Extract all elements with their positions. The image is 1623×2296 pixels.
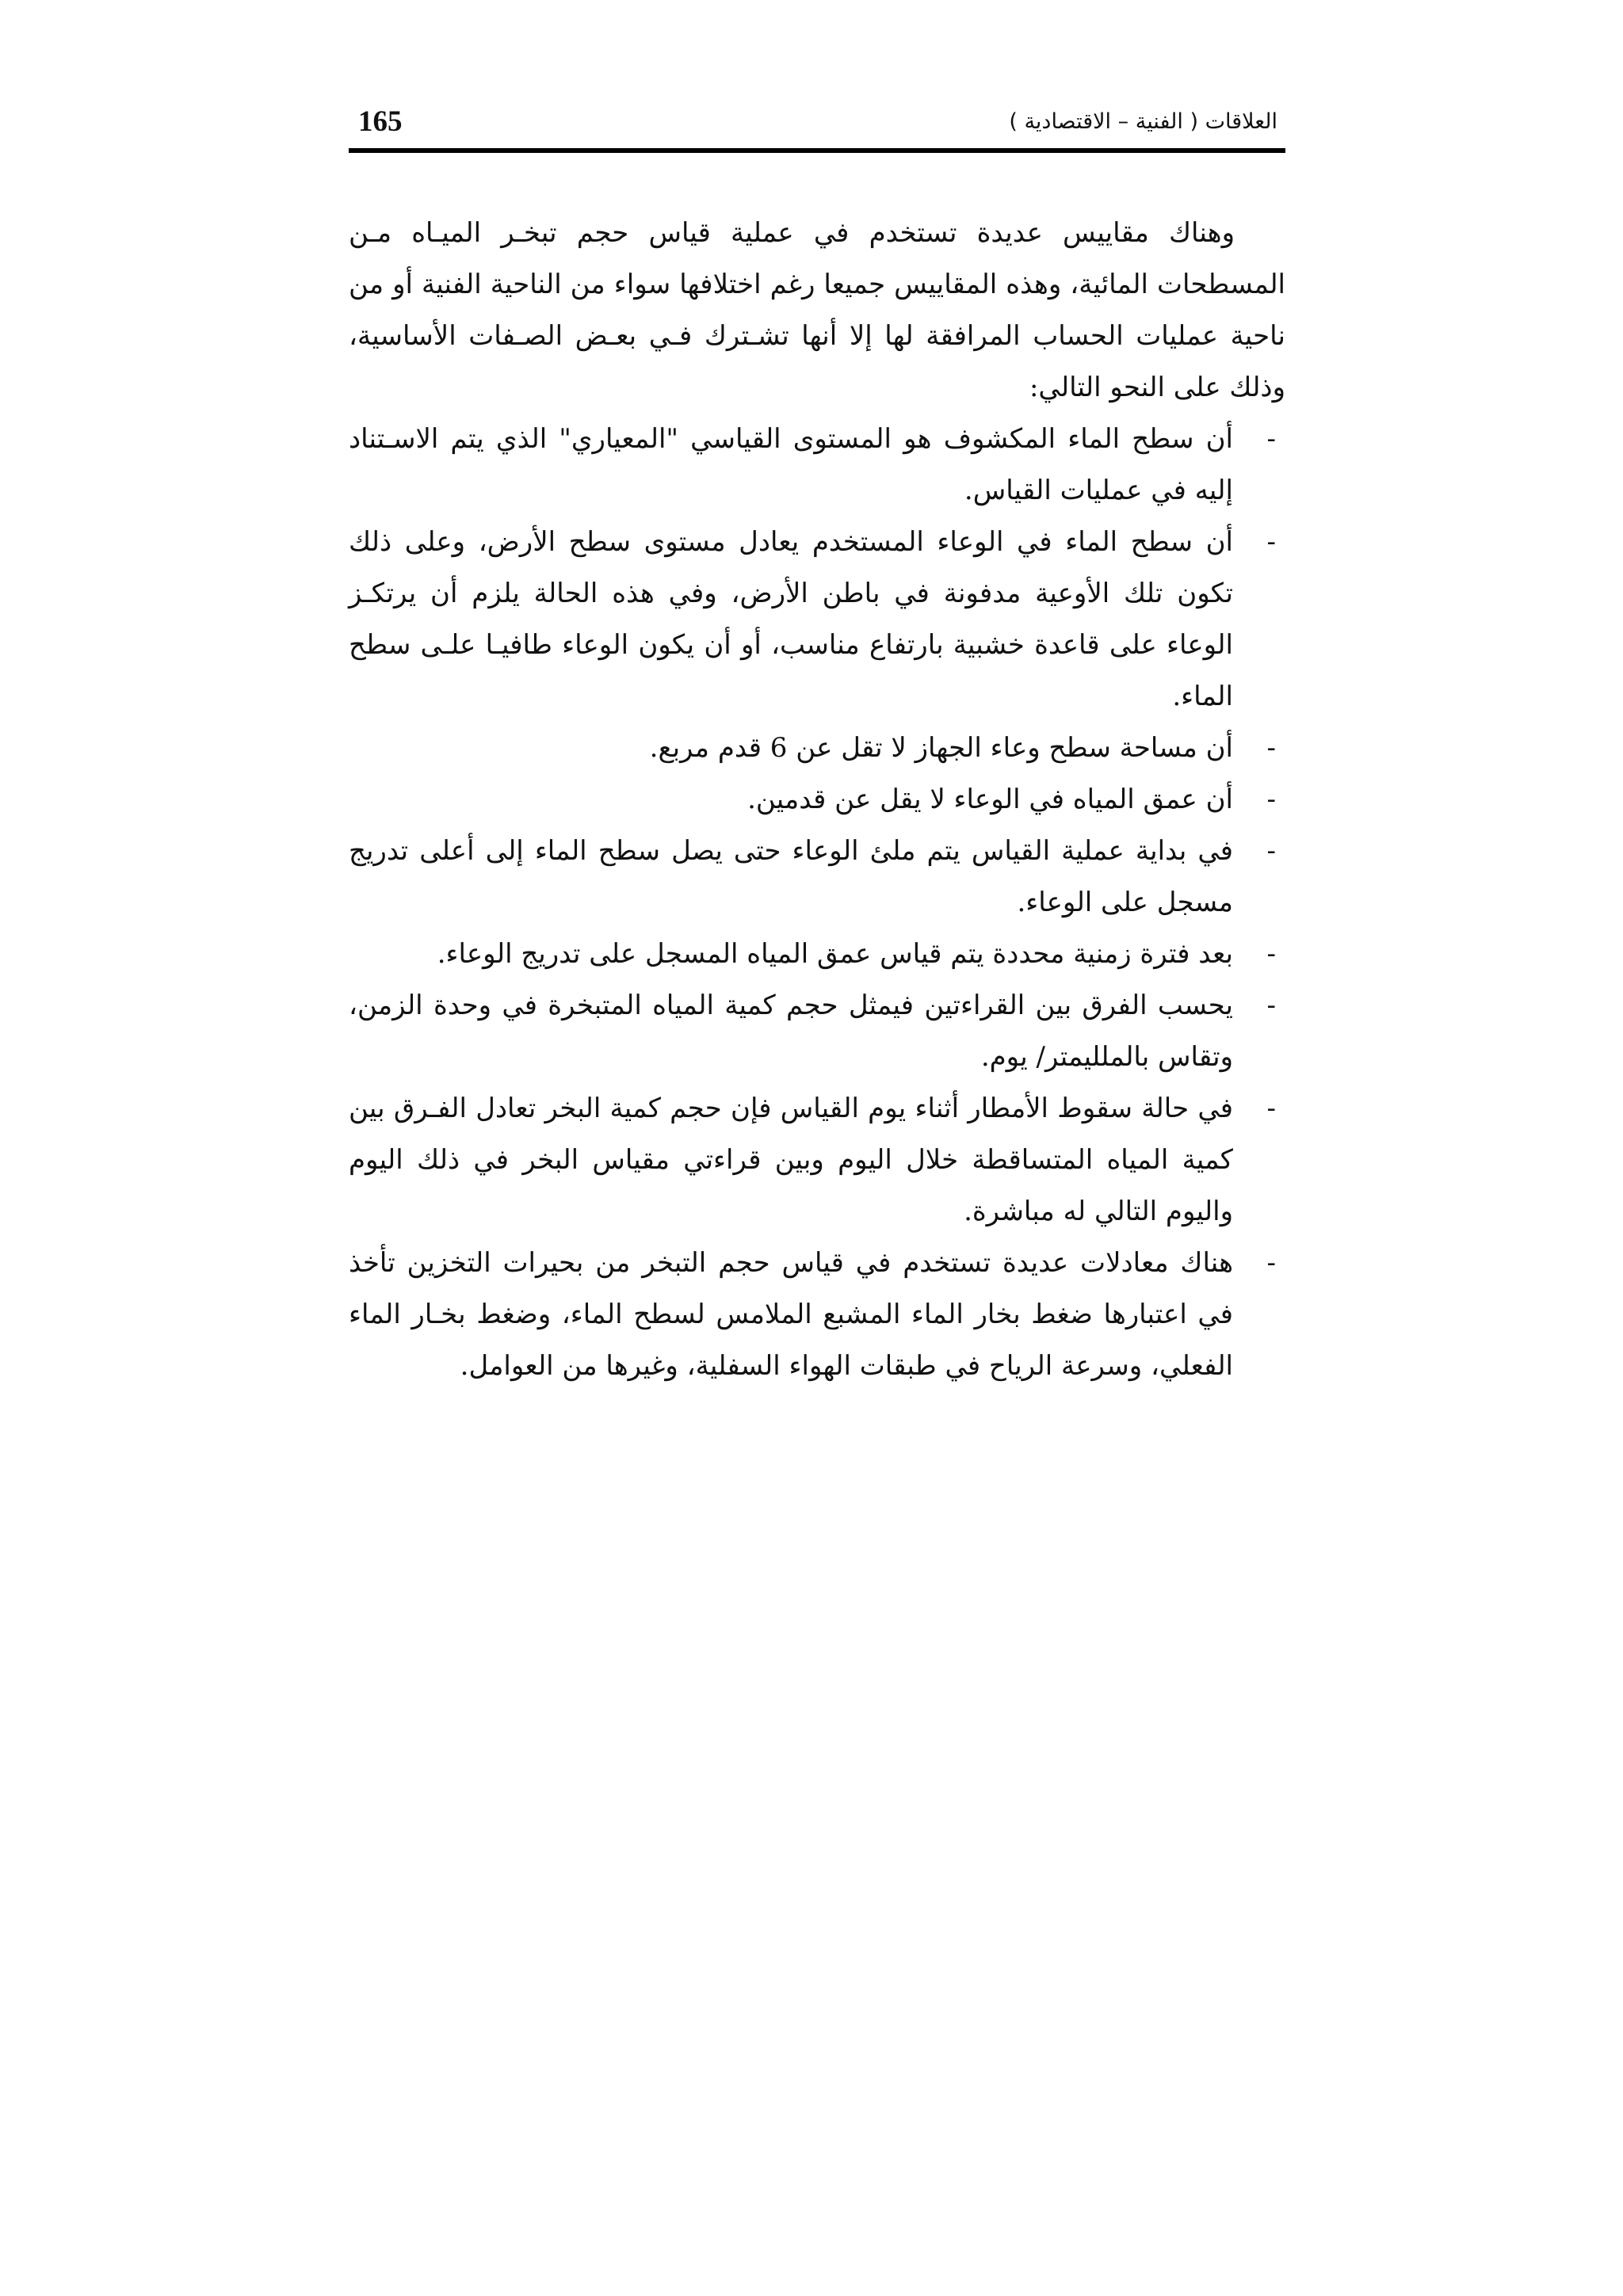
list-item bbox=[349, 414, 1285, 517]
list-item-text: في بداية عملية القياس يتم ملئ الوعاء حتى يصل سطح الماء إلى أعلى تدريج مسجل على الوعاء. bbox=[349, 835, 1233, 918]
bullet-marker: - bbox=[1266, 1247, 1276, 1279]
list-item bbox=[349, 826, 1285, 929]
bullet-marker: - bbox=[1266, 784, 1276, 815]
bullet-marker: - bbox=[1266, 732, 1276, 764]
list-item bbox=[349, 1238, 1285, 1392]
bullet-marker: - bbox=[1266, 423, 1276, 455]
bullet-list bbox=[349, 414, 1285, 1392]
header-divider bbox=[349, 148, 1285, 153]
page-number: 165 bbox=[358, 105, 403, 138]
list-item bbox=[349, 1083, 1285, 1238]
bullet-marker: - bbox=[1266, 990, 1276, 1021]
running-title: العلاقات ( الفنية – الاقتصادية ) bbox=[1009, 109, 1277, 134]
list-item bbox=[349, 774, 1285, 826]
bullet-marker: - bbox=[1266, 1093, 1276, 1124]
list-item-text: أن سطح الماء في الوعاء المستخدم يعادل مستوى سطح الأرض، وعلى ذلك تكون تلك الأوعية مدفونة في باطن الأرض، وفي هذه الحالة يلزم أن يرتكـز الوعاء على قاعدة خشبية بارتفاع مناسب، أو أن يكون الوعاء طافيـا علـى سطح الماء. bbox=[349, 526, 1233, 712]
bullet-marker: - bbox=[1266, 835, 1276, 867]
list-item-text: هناك معادلات عديدة تستخدم في قياس حجم التبخر من بحيرات التخزين تأخذ في اعتبارها ضغط بخار الماء المشبع الملامس لسطح الماء، وضغط بخـار الماء الفعلي، وسرعة الرياح في طبقات الهواء السفلية، وغيرها من العوامل. bbox=[349, 1247, 1233, 1382]
list-item-text: يحسب الفرق بين القراءتين فيمثل حجم كمية المياه المتبخرة في وحدة الزمن، وتقاس بالملليمتر/ يوم. bbox=[349, 990, 1233, 1073]
list-item bbox=[349, 980, 1285, 1083]
intro-paragraph: وهناك مقاييس عديدة تستخدم في عملية قياس حجم تبخـر الميـاه مـن المسطحات المائية، وهذه المقاييس جميعا رغم اختلافها سواء من الناحية الفنية أو من ناحية عمليات الحساب المرافقة لها إلا أنها تشـترك فـي بعـض الصـفات الأساسية، وذلك على النحو التالي: bbox=[349, 217, 1285, 403]
body-text bbox=[349, 208, 1285, 1392]
list-item-text: أن عمق المياه في الوعاء لا يقل عن قدمين. bbox=[747, 784, 1233, 815]
list-item bbox=[349, 929, 1285, 980]
bullet-marker: - bbox=[1266, 526, 1276, 558]
page-header bbox=[349, 101, 1285, 149]
bullet-marker: - bbox=[1266, 938, 1276, 970]
list-item-text: بعد فترة زمنية محددة يتم قياس عمق المياه المسجل على تدريج الوعاء. bbox=[437, 938, 1233, 970]
list-item-text: في حالة سقوط الأمطار أثناء يوم القياس فإن حجم كمية البخر تعادل الفـرق بين كمية المياه المتساقطة خلال اليوم وبين قراءتي مقياس البخر في ذلك اليوم واليوم التالي له مباشرة. bbox=[349, 1093, 1233, 1227]
list-item bbox=[349, 723, 1285, 774]
list-item-text: أن سطح الماء المكشوف هو المستوى القياسي "المعياري" الذي يتم الاسـتناد إليه في عمليات القياس. bbox=[349, 423, 1233, 506]
list-item bbox=[349, 517, 1285, 723]
list-item-text: أن مساحة سطح وعاء الجهاز لا تقل عن 6 قدم مربع. bbox=[649, 732, 1233, 764]
